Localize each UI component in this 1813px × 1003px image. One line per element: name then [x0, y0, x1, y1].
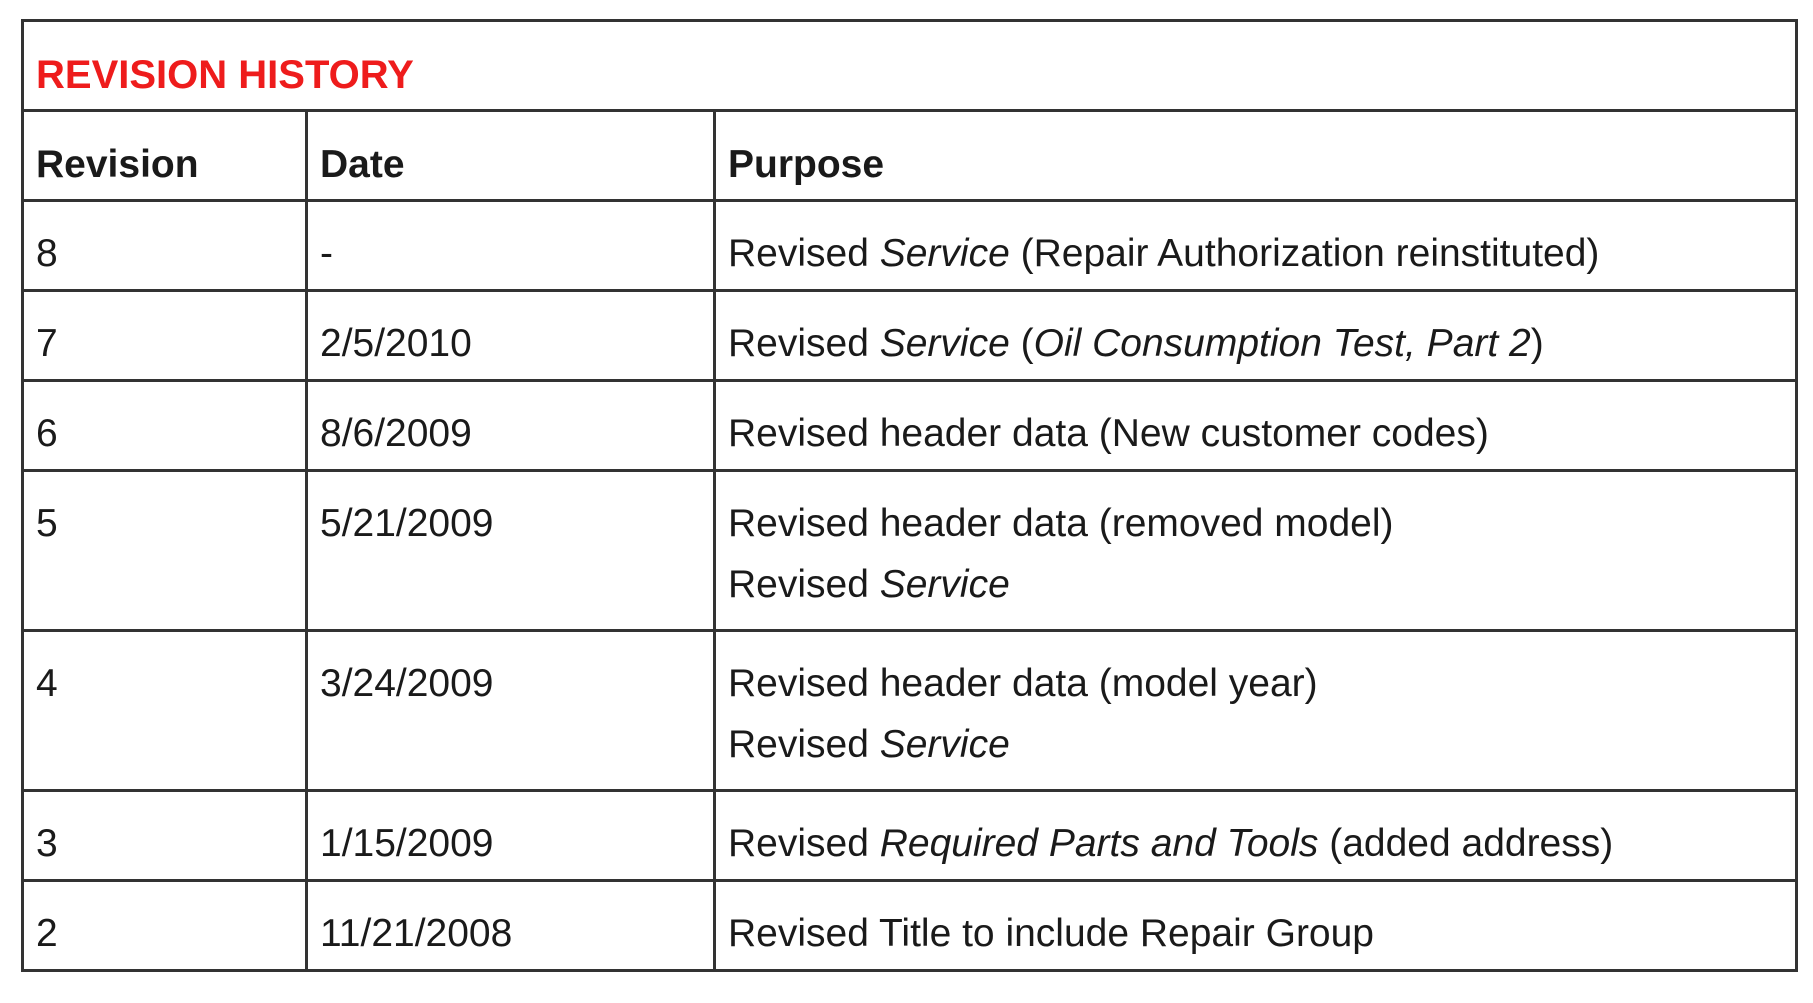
- purpose-segment: (added address): [1318, 822, 1614, 865]
- revision-cell: [23, 631, 307, 791]
- purpose-italic-segment: Oil Consumption Test, Part 2: [1033, 322, 1531, 365]
- table-row: [23, 291, 1797, 381]
- purpose-italic-segment: Service: [879, 723, 1010, 766]
- purpose-cell: [715, 881, 1797, 971]
- title-row: [23, 21, 1797, 111]
- date-cell: [307, 791, 715, 881]
- revision-date: 5/21/2009: [320, 502, 494, 545]
- column-header-revision: [23, 111, 307, 201]
- revision-cell: [23, 381, 307, 471]
- title-cell: [23, 21, 1797, 111]
- purpose-segment: (Repair Authorization reinstituted): [1009, 232, 1600, 275]
- purpose-text: [728, 202, 1783, 273]
- revision-number: 6: [36, 412, 58, 455]
- purpose-line: [728, 504, 1783, 543]
- revision-number: 3: [36, 822, 58, 865]
- table-body: [23, 201, 1797, 971]
- purpose-line: [728, 414, 1783, 453]
- column-header-purpose: [715, 111, 1797, 201]
- purpose-segment: Revised header data (model year): [728, 662, 1318, 705]
- column-header-date-label: Date: [320, 143, 405, 186]
- purpose-text: [728, 292, 1783, 363]
- revision-cell: [23, 471, 307, 631]
- column-header-revision-label: Revision: [36, 143, 199, 186]
- purpose-line: [728, 914, 1783, 953]
- revision-cell: [23, 881, 307, 971]
- revision-number: 5: [36, 502, 58, 545]
- purpose-line: [728, 324, 1783, 363]
- column-header-purpose-label: Purpose: [728, 143, 885, 186]
- revision-cell: [23, 791, 307, 881]
- table-title: REVISION HISTORY: [36, 53, 414, 97]
- purpose-segment: Revised header data (removed model): [728, 502, 1394, 545]
- revision-history-table: [21, 19, 1798, 972]
- purpose-text: [728, 882, 1783, 953]
- purpose-segment: Revised: [728, 723, 880, 766]
- date-cell: [307, 881, 715, 971]
- date-cell: [307, 381, 715, 471]
- date-cell: [307, 471, 715, 631]
- date-cell: [307, 201, 715, 291]
- revision-number: 2: [36, 912, 58, 955]
- header-row: [23, 111, 1797, 201]
- purpose-italic-segment: Service: [879, 322, 1010, 365]
- revision-date: -: [320, 232, 333, 275]
- table-row: [23, 471, 1797, 631]
- revision-date: 3/24/2009: [320, 662, 494, 705]
- purpose-segment: Revised: [728, 563, 880, 606]
- purpose-italic-segment: Service: [879, 232, 1010, 275]
- purpose-segment: Revised: [728, 322, 880, 365]
- purpose-italic-segment: Service: [879, 563, 1010, 606]
- purpose-line: [728, 824, 1783, 863]
- revision-number: 7: [36, 322, 58, 365]
- purpose-segment: Revised header data (New customer codes): [728, 412, 1489, 455]
- purpose-cell: [715, 201, 1797, 291]
- revision-number: 8: [36, 232, 58, 275]
- revision-cell: [23, 291, 307, 381]
- purpose-line: [728, 725, 1783, 764]
- purpose-cell: [715, 471, 1797, 631]
- purpose-segment: ): [1530, 322, 1544, 365]
- purpose-segment: Revised: [728, 232, 880, 275]
- purpose-line: [728, 664, 1783, 703]
- table-row: [23, 881, 1797, 971]
- revision-number: 4: [36, 662, 58, 705]
- purpose-cell: [715, 791, 1797, 881]
- purpose-line: [728, 565, 1783, 604]
- revision-date: 1/15/2009: [320, 822, 494, 865]
- table-row: [23, 791, 1797, 881]
- revision-date: 2/5/2010: [320, 322, 472, 365]
- revision-date: 11/21/2008: [320, 912, 513, 955]
- purpose-segment: (: [1009, 322, 1034, 365]
- purpose-segment: Revised: [728, 822, 880, 865]
- purpose-italic-segment: Required Parts and Tools: [879, 822, 1319, 865]
- column-header-date: [307, 111, 715, 201]
- table-row: [23, 631, 1797, 791]
- purpose-cell: [715, 631, 1797, 791]
- purpose-cell: [715, 291, 1797, 381]
- purpose-text: [728, 792, 1783, 863]
- revision-cell: [23, 201, 307, 291]
- table-row: [23, 381, 1797, 471]
- date-cell: [307, 291, 715, 381]
- purpose-text: [728, 632, 1783, 764]
- purpose-segment: Revised Title to include Repair Group: [728, 912, 1374, 955]
- date-cell: [307, 631, 715, 791]
- revision-date: 8/6/2009: [320, 412, 472, 455]
- purpose-text: [728, 382, 1783, 453]
- purpose-cell: [715, 381, 1797, 471]
- purpose-text: [728, 472, 1783, 604]
- table-row: [23, 201, 1797, 291]
- purpose-line: [728, 234, 1783, 273]
